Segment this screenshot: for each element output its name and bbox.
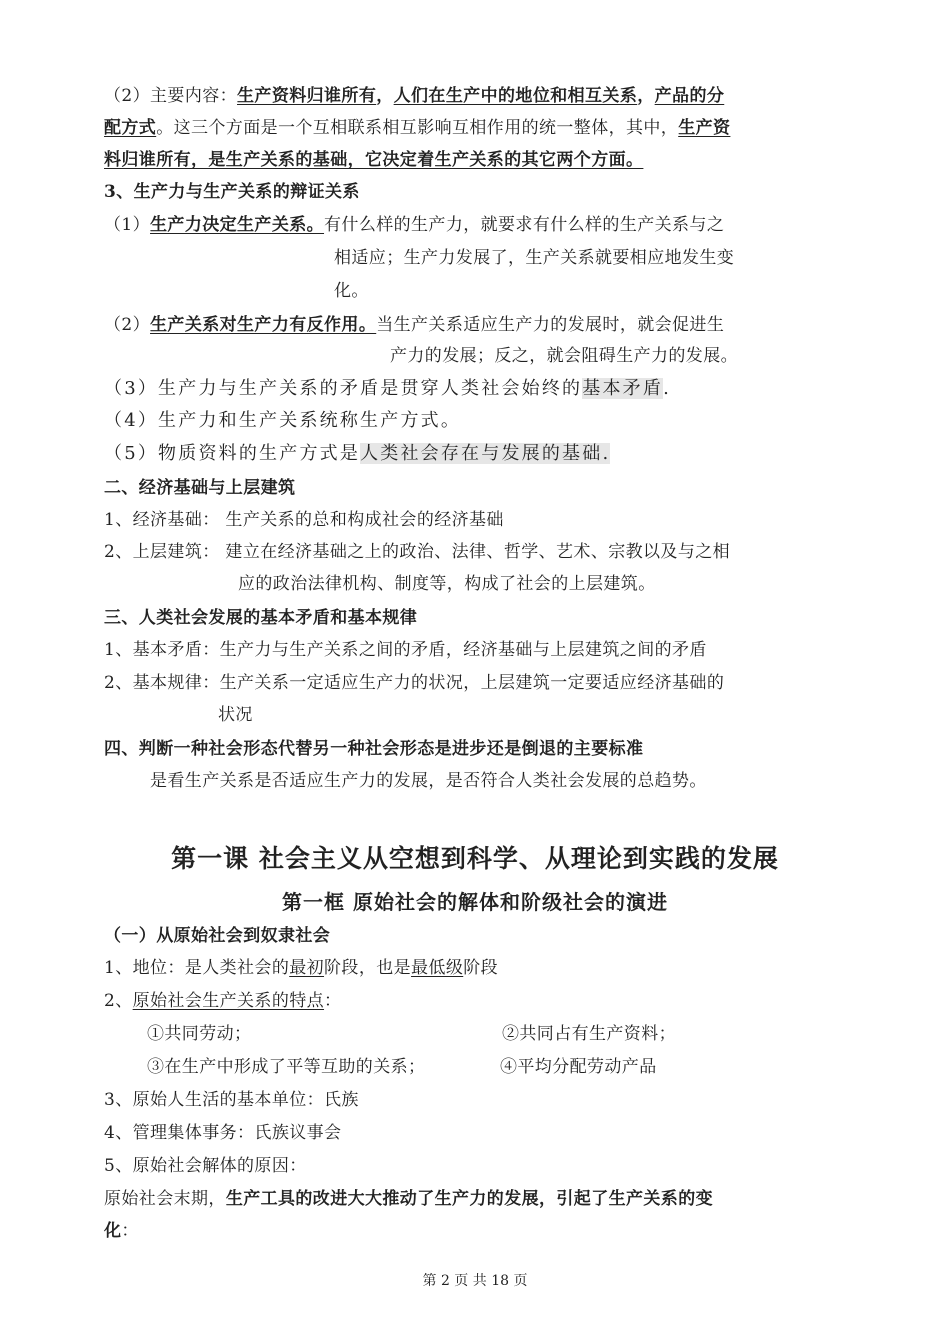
list-item bbox=[104, 989, 341, 1013]
highlighted-term: 人类社会存在与发展的基础. bbox=[360, 443, 611, 464]
list-item: 4、管理集体事务：氏族议事会 bbox=[104, 1123, 342, 1143]
bold-text: 化 bbox=[104, 1221, 122, 1241]
underlined-term: 生产资 bbox=[678, 118, 731, 138]
text: ： bbox=[324, 991, 342, 1011]
section-heading: （一）从原始社会到奴隶社会 bbox=[104, 926, 331, 946]
list-item: 1、基本矛盾：生产力与生产关系之间的矛盾，经济基础与上层建筑之间的矛盾 bbox=[104, 640, 707, 660]
text: 。这三个方面是一个互相联系相互影响互相作用的统一整体，其中， bbox=[156, 118, 679, 138]
underlined-term: 生产力决定生产关系。 bbox=[150, 215, 325, 235]
list-item: 2、基本规律：生产关系一定适应生产力的状况，上层建筑一定要适应经济基础的 bbox=[104, 673, 725, 693]
list-item: 3、原始人生活的基本单位：氏族 bbox=[104, 1090, 359, 1110]
list-item bbox=[104, 956, 498, 980]
list-item-continuation: 应的政治法律机构、制度等，构成了社会的上层建筑。 bbox=[238, 574, 656, 594]
highlighted-term: 基本矛盾 bbox=[582, 378, 664, 399]
text: 有什么样的生产力，就要求有什么样的生产关系与之 bbox=[324, 215, 725, 235]
paragraph-line-1 bbox=[104, 1187, 713, 1211]
text: 原始社会末期， bbox=[104, 1189, 226, 1209]
point-1-line-1 bbox=[104, 213, 724, 237]
point-3 bbox=[104, 377, 671, 401]
list-item: 2、上层建筑： 建立在经济基础之上的政治、法律、哲学、艺术、宗教以及与之相 bbox=[104, 542, 731, 562]
text: ， bbox=[376, 86, 394, 106]
bold-text: 生产工具的改进大大推动了生产力的发展，引起了生产关系的变 bbox=[225, 1189, 714, 1209]
text: ： bbox=[121, 1221, 139, 1241]
text: （1） bbox=[104, 215, 151, 235]
text: 当生产关系适应生产力的发展时，就会促进生 bbox=[376, 315, 725, 335]
feature-1: ①共同劳动； bbox=[147, 1024, 252, 1044]
text: 2、 bbox=[104, 991, 133, 1011]
point-1-line-3: 化。 bbox=[334, 281, 369, 301]
feature-2: ②共同占有生产资料； bbox=[502, 1024, 676, 1044]
underlined-term: 最初 bbox=[289, 958, 325, 978]
text: 1、地位：是人类社会的 bbox=[104, 958, 290, 978]
point-2-line-1 bbox=[104, 313, 724, 337]
underlined-term: 产品的分 bbox=[654, 86, 725, 106]
list-item: 5、原始社会解体的原因： bbox=[104, 1156, 307, 1176]
underlined-term: 配方式 bbox=[104, 118, 157, 138]
section-heading: 3、生产力与生产关系的辩证关系 bbox=[104, 182, 360, 202]
point-2-line-2: 产力的发展；反之，就会阻碍生产力的发展。 bbox=[390, 346, 738, 366]
text: （5）物质资料的生产方式是 bbox=[104, 443, 361, 464]
underlined-term: 生产关系对生产力有反作用。 bbox=[150, 315, 377, 335]
text: （3）生产力与生产关系的矛盾是贯穿人类社会始终的 bbox=[104, 378, 583, 399]
text: . bbox=[663, 378, 671, 399]
underlined-term: 生产资料归谁所有 bbox=[237, 86, 377, 106]
lesson-subtitle: 第一框 原始社会的解体和阶级社会的演进 bbox=[282, 890, 668, 914]
feature-4: ④平均分配劳动产品 bbox=[500, 1057, 657, 1077]
point-1-line-2: 相适应；生产力发展了，生产关系就要相应地发生变 bbox=[334, 248, 735, 268]
text: 阶段，也是 bbox=[324, 958, 412, 978]
content-line-2 bbox=[104, 116, 730, 140]
underlined-term: 最低级 bbox=[411, 958, 464, 978]
section-heading: 四、判断一种社会形态代替另一种社会形态是进步还是倒退的主要标准 bbox=[104, 739, 644, 759]
text: （2） bbox=[104, 315, 151, 335]
section-heading: 二、经济基础与上层建筑 bbox=[104, 478, 296, 498]
underlined-term: 原始社会生产关系的特点 bbox=[132, 991, 325, 1011]
text: ， bbox=[637, 86, 655, 106]
list-item: 1、经济基础： 生产关系的总和构成社会的经济基础 bbox=[104, 510, 504, 530]
point-4: （4）生产力和生产关系统称生产方式。 bbox=[104, 410, 462, 431]
point-5 bbox=[104, 442, 610, 466]
lesson-title: 第一课 社会主义从空想到科学、从理论到实践的发展 bbox=[171, 844, 779, 873]
underlined-term: 料归谁所有，是生产关系的基础，它决定着生产关系的其它两个方面。 bbox=[104, 150, 644, 170]
content-line-1 bbox=[104, 84, 724, 108]
feature-3: ③在生产中形成了平等互助的关系； bbox=[147, 1057, 426, 1077]
content-line-3 bbox=[104, 148, 643, 172]
text: （2）主要内容： bbox=[104, 86, 238, 106]
text: 阶段 bbox=[463, 958, 499, 978]
list-item-continuation: 状况 bbox=[218, 705, 253, 725]
page-number: 第 2 页 共 18 页 bbox=[422, 1273, 528, 1289]
section-heading: 三、人类社会发展的基本矛盾和基本规律 bbox=[104, 608, 418, 628]
paragraph: 是看生产关系是否适应生产力的发展，是否符合人类社会发展的总趋势。 bbox=[150, 771, 707, 791]
paragraph-line-2 bbox=[104, 1219, 139, 1243]
underlined-term: 人们在生产中的地位和相互关系 bbox=[393, 86, 638, 106]
